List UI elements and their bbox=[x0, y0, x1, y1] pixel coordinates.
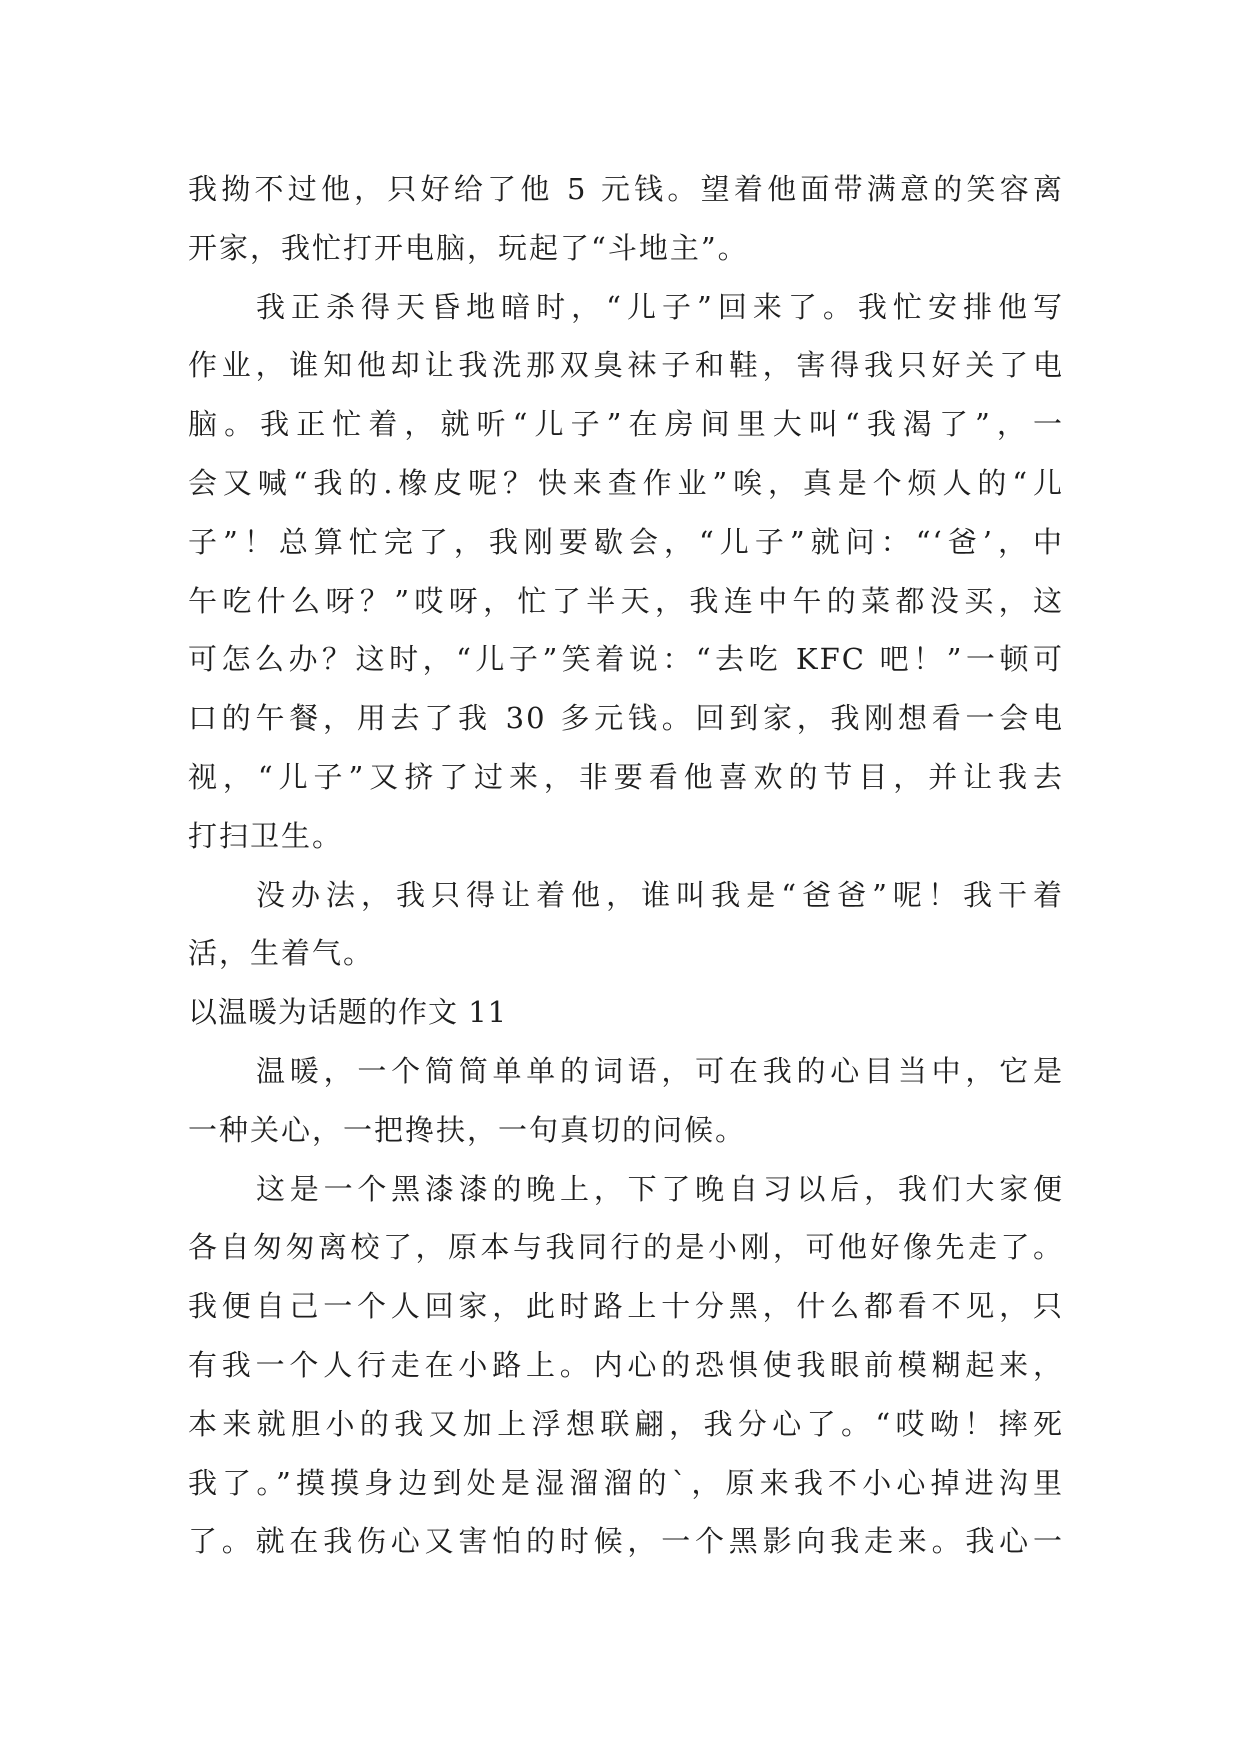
text-line: 温暖，一个简简单单的词语，可在我的心目当中，它是 bbox=[256, 1053, 1064, 1088]
text-line: 本来就胆小的我又加上浮想联翩，我分心了。“哎呦！摔死 bbox=[188, 1406, 1064, 1441]
text-line: 可怎么办？这时，“儿子”笑着说：“去吃 KFC 吧！”一顿可 bbox=[188, 642, 1064, 677]
text-line: 脑。我正忙着，就听“儿子”在房间里大叫“我渴了”，一 bbox=[188, 407, 1064, 442]
section-heading: 以温暖为话题的作文 11 bbox=[188, 995, 508, 1030]
text-line: 活，生着气。 bbox=[188, 936, 375, 971]
text-line: 口的午餐，用去了我 30 多元钱。回到家，我刚想看一会电 bbox=[188, 701, 1064, 736]
text-line: 开家，我忙打开电脑，玩起了“斗地主”。 bbox=[188, 230, 749, 265]
text-line: 我拗不过他，只好给了他 5 元钱。望着他面带满意的笑容离 bbox=[188, 172, 1064, 206]
text-line: 没办法，我只得让着他，谁叫我是“爸爸”呢！我干着 bbox=[256, 877, 1064, 912]
text-line: 了。就在我伤心又害怕的时候，一个黑影向我走来。我心一 bbox=[188, 1524, 1064, 1559]
text-line: 作业，谁知他却让我洗那双臭袜子和鞋，害得我只好关了电 bbox=[188, 348, 1064, 383]
text-line: 我了。”摸摸身边到处是湿溜溜的`，原来我不小心掉进沟里 bbox=[188, 1465, 1064, 1500]
text-line: 子”！总算忙完了，我刚要歇会，“儿子”就问：“‘爸’，中 bbox=[188, 524, 1064, 559]
document-body bbox=[188, 160, 1064, 1571]
text-line: 各自匆匆离校了，原本与我同行的是小刚，可他好像先走了。 bbox=[188, 1230, 1064, 1265]
text-line: 午吃什么呀？”哎呀，忙了半天，我连中午的菜都没买，这 bbox=[188, 583, 1064, 618]
text-line: 视，“儿子”又挤了过来，非要看他喜欢的节目，并让我去 bbox=[188, 759, 1064, 794]
text-line: 有我一个人行走在小路上。内心的恐惧使我眼前模糊起来， bbox=[188, 1347, 1064, 1382]
text-line: 我便自己一个人回家，此时路上十分黑，什么都看不见，只 bbox=[188, 1289, 1064, 1324]
text-line: 会又喊“我的.橡皮呢？快来查作业”唉，真是个烦人的“儿 bbox=[188, 465, 1064, 500]
text-line: 我正杀得天昏地暗时，“儿子”回来了。我忙安排他写 bbox=[256, 289, 1064, 324]
text-line: 一种关心，一把搀扶，一句真切的问候。 bbox=[188, 1112, 747, 1147]
text-line: 打扫卫生。 bbox=[188, 818, 344, 853]
text-line: 这是一个黑漆漆的晚上，下了晚自习以后，我们大家便 bbox=[256, 1171, 1064, 1206]
